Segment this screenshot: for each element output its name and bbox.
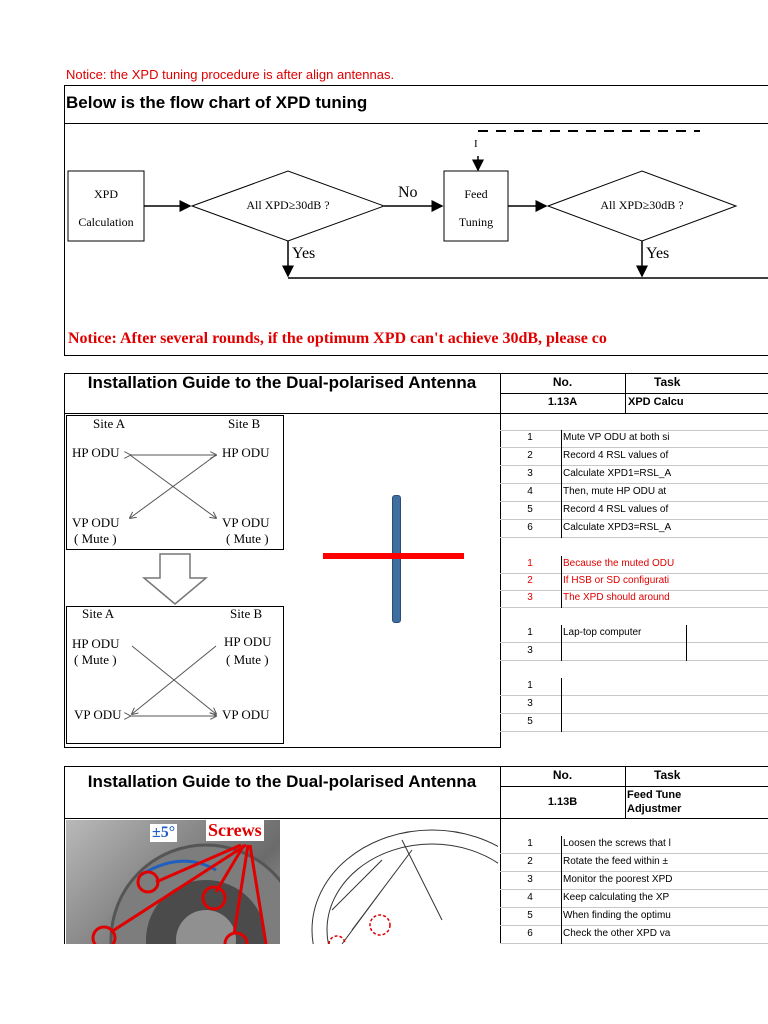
table-row <box>500 908 768 925</box>
feed-tuning-label <box>444 180 508 236</box>
d2-site-b: Site B <box>230 606 263 621</box>
link-diagram-2-arrows <box>66 606 284 744</box>
table-row <box>500 836 768 853</box>
row-text: Record 4 RSL values of <box>563 450 669 461</box>
horizontal-polarization-bar <box>323 553 464 559</box>
section2-no-value: 1.13B <box>547 796 578 808</box>
section1-task-header: Task <box>654 375 681 389</box>
feed-drawing <box>282 820 498 944</box>
row-number: 3 <box>527 468 533 479</box>
d1-mute-a: ( Mute ) <box>74 531 117 546</box>
row-number: 5 <box>527 504 533 515</box>
box2-line1: Feed <box>464 187 488 201</box>
table-row <box>500 520 768 537</box>
table-row <box>500 556 768 573</box>
top-notice: Notice: the XPD tuning procedure is after align antennas. <box>66 67 395 82</box>
d2-mute-b: ( Mute ) <box>226 652 269 667</box>
yes-label-1: Yes <box>292 245 316 262</box>
row-number: 5 <box>527 716 533 727</box>
row-number: 3 <box>527 698 533 709</box>
row-number: 6 <box>527 928 533 939</box>
table-row <box>500 484 768 501</box>
no-label: No <box>398 184 418 201</box>
row-number: 3 <box>527 874 533 885</box>
table-row <box>500 872 768 889</box>
d1-site-b: Site B <box>228 416 261 431</box>
row-text: The XPD should around <box>563 592 670 603</box>
row-number: 6 <box>527 522 533 533</box>
row-number: 4 <box>527 486 533 497</box>
feed-photo <box>66 820 280 944</box>
yes-label-2: Yes <box>646 245 670 262</box>
table-row <box>500 573 768 590</box>
bottom-notice: Notice: After several rounds, if the optimum XPD can't achieve 30dB, please co <box>68 330 607 347</box>
row-number: 1 <box>527 680 533 691</box>
d1-hp-b: HP ODU <box>222 445 270 460</box>
d1-vp-a: VP ODU <box>72 515 120 530</box>
row-number: 2 <box>527 450 533 461</box>
table-row <box>500 466 768 483</box>
section2-task-header: Task <box>654 768 681 782</box>
section1-no-value: 1.13A <box>547 396 578 408</box>
table-row <box>500 502 768 519</box>
d2-vp-b: VP ODU <box>222 707 270 722</box>
d2-hp-a: HP ODU <box>72 636 120 651</box>
d2-mute-a: ( Mute ) <box>74 652 117 667</box>
section1-task-value: XPD Calcu <box>628 396 684 408</box>
table-row <box>500 448 768 465</box>
section1-no-header: No. <box>552 375 573 389</box>
row-number: 4 <box>527 892 533 903</box>
table-row <box>500 696 768 713</box>
row-text: If HSB or SD configurati <box>563 575 670 586</box>
d1-vp-b: VP ODU <box>222 515 270 530</box>
row-text: Loosen the screws that l <box>563 838 671 849</box>
box2-line2: Tuning <box>458 215 494 229</box>
diamond2-label: All XPD≥30dB ? <box>600 198 684 212</box>
section2-task-value-2: Adjustmer <box>627 803 682 815</box>
table-row <box>500 430 768 447</box>
row-number: 5 <box>527 910 533 921</box>
photo-angle-label: ±5° <box>152 824 176 841</box>
table-row <box>500 625 768 642</box>
row-text: Rotate the feed within ± <box>563 856 668 867</box>
section2-task-value-1: Feed Tune <box>627 789 682 801</box>
row-number: 1 <box>527 432 533 443</box>
table-row <box>500 590 768 607</box>
xpd-calculation-label <box>68 180 144 236</box>
row-number: 1 <box>527 838 533 849</box>
table-row <box>500 890 768 907</box>
section2-no-header: No. <box>552 768 573 782</box>
row-text: Calculate XPD1=RSL_A <box>563 468 672 479</box>
section2-title: Installation Guide to the Dual-polarised Antenna <box>87 772 477 791</box>
row-number: 2 <box>527 856 533 867</box>
row-number: 1 <box>527 627 533 638</box>
d1-hp-a: HP ODU <box>72 445 120 460</box>
row-text: Because the muted ODU <box>563 558 675 569</box>
section1-title: Installation Guide to the Dual-polarised Antenna <box>87 373 477 392</box>
flow-title: Below is the flow chart of XPD tuning <box>66 93 368 112</box>
table-row <box>500 643 768 660</box>
table-row <box>500 678 768 695</box>
vertical-polarization-bar <box>392 495 401 623</box>
box1-line1: XPD <box>93 187 118 201</box>
table-row <box>500 926 768 943</box>
row-number: 3 <box>527 645 533 656</box>
row-text: Record 4 RSL values of <box>563 504 669 515</box>
row-text: Then, mute HP ODU at <box>563 486 667 497</box>
d2-vp-a: VP ODU <box>74 707 122 722</box>
divider <box>64 355 768 356</box>
row-text: Mute VP ODU at both si <box>563 432 670 443</box>
d1-site-a: Site A <box>93 416 126 431</box>
dash-marker: I <box>474 138 478 150</box>
xpd-flow-chart <box>0 0 768 320</box>
d2-hp-b: HP ODU <box>224 634 272 649</box>
table-row <box>500 714 768 731</box>
row-number: 2 <box>527 575 533 586</box>
table-row <box>500 854 768 871</box>
down-arrow-icon <box>140 552 210 606</box>
box1-line2: Calculation <box>78 215 134 229</box>
row-text: When finding the optimu <box>563 910 671 921</box>
row-text: Check the other XPD va <box>563 928 671 939</box>
d2-site-a: Site A <box>82 606 115 621</box>
diamond1-label: All XPD≥30dB ? <box>246 198 330 212</box>
photo-screws-label: Screws <box>208 820 262 840</box>
row-text: Calculate XPD3=RSL_A <box>563 522 672 533</box>
d1-mute-b: ( Mute ) <box>226 531 269 546</box>
row-number: 1 <box>527 558 533 569</box>
row-text: Lap-top computer <box>563 627 642 638</box>
row-number: 3 <box>527 592 533 603</box>
row-text: Keep calculating the XP <box>563 892 670 903</box>
row-text: Monitor the poorest XPD <box>563 874 673 885</box>
